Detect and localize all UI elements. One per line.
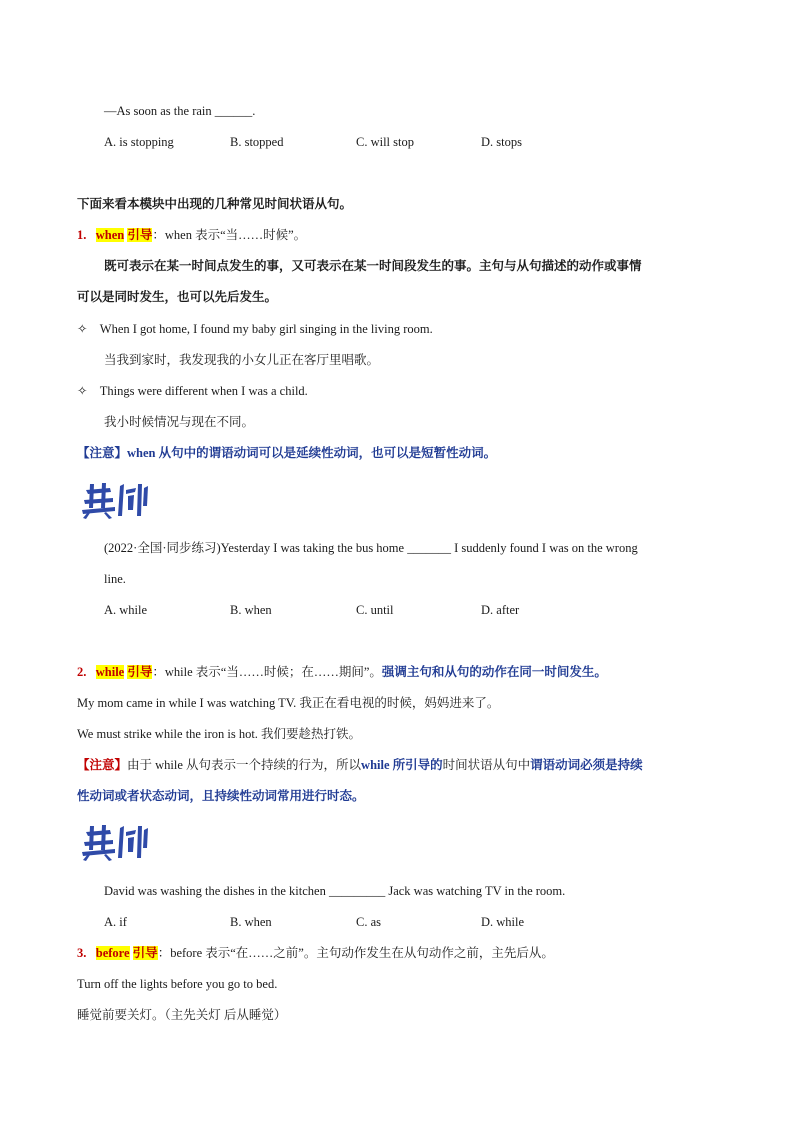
example-sentence <box>77 321 433 337</box>
section-number: 2. <box>77 665 87 679</box>
section-heading-when <box>77 227 306 243</box>
option-b: B. when <box>230 915 272 929</box>
option-a: A. is stopping <box>104 135 174 149</box>
question-prompt: —As soon as the rain ______. <box>104 104 256 118</box>
question-prompt: (2022·全国·同步练习)Yesterday I was taking the bus home _______ I suddenly found I was on the wrong <box>104 541 638 555</box>
note-text: 时间状语从句中 <box>442 758 531 772</box>
colon: ： <box>157 946 171 960</box>
section-number: 3. <box>77 946 87 960</box>
example-sentence: Turn off the lights before you go to bed. <box>77 977 278 991</box>
question-prompt: David was washing the dishes in the kitchen _________ Jack was watching TV in the room. <box>104 884 566 898</box>
note-emphasis: 持续性动词常用进行时态。 <box>214 789 365 803</box>
paragraph-line: 可以是同时发生，也可以先后发生。 <box>77 290 278 304</box>
option-c: C. until <box>356 603 394 617</box>
example-sentence <box>77 383 308 399</box>
section-number: 1. <box>77 228 87 242</box>
note-emphasis: 谓语动词必须是持续 <box>530 758 643 772</box>
option-d: D. while <box>481 915 525 929</box>
example-translation: 睡觉前要关灯。（主先关灯 后从睡觉） <box>77 1008 287 1022</box>
note-while-continued <box>77 788 365 804</box>
example-translation: 当我到家时，我发现我的小女儿正在客厅里唱歌。 <box>104 353 380 367</box>
section-desc: when 表示“当……时候”。 <box>164 228 307 242</box>
note-emphasis: 性动词或者状态动词，且 <box>77 789 215 803</box>
keyword-while: while <box>95 665 125 679</box>
section-heading-before <box>77 945 554 961</box>
bullet-icon: ✧ <box>77 321 88 336</box>
guide-label: 引导 <box>127 665 153 679</box>
section-desc: before 表示“在……之前”。主句动作发生在从句动作之前，主先后从。 <box>170 946 554 960</box>
option-d: D. after <box>481 603 520 617</box>
note-text: 由于 while 从句表示一个持续的行为，所以 <box>127 758 362 772</box>
note-emphasis: while 所引导的 <box>361 758 443 772</box>
note-while <box>77 757 643 773</box>
option-c: C. will stop <box>356 135 414 149</box>
guide-label: 引导 <box>132 946 158 960</box>
bullet-icon: ✧ <box>77 383 88 398</box>
section-heading-while <box>77 664 607 680</box>
example-english: Things were different when I was a child. <box>99 384 308 398</box>
option-b: B. stopped <box>230 135 284 149</box>
example-sentence: My mom came in while I was watching TV. 我正在看电视的时候，妈妈进来了。 <box>77 696 500 710</box>
section-desc: while 表示“当……时候；在……期间”。 <box>164 665 382 679</box>
emphasis-text: 强调主句和从句的动作在同一时间发生。 <box>381 665 607 679</box>
option-d: D. stops <box>481 135 522 149</box>
colon: ： <box>152 665 165 679</box>
option-a: A. while <box>104 603 148 617</box>
keyword-before: before <box>95 946 130 960</box>
guide-label: 引导 <box>127 228 153 242</box>
section-intro: 下面来看本模块中出现的几种常见时间状语从句。 <box>77 197 353 211</box>
note-tag: 【注意】 <box>77 758 128 772</box>
question-prompt-continued: line. <box>104 572 126 586</box>
example-sentence: We must strike while the iron is hot. 我们要趁热打铁。 <box>77 727 362 741</box>
option-b: B. when <box>230 603 272 617</box>
example-logo-icon <box>80 822 154 862</box>
example-english: When I got home, I found my baby girl singing in the living room. <box>99 322 433 336</box>
option-c: C. as <box>356 915 381 929</box>
example-logo-icon <box>80 480 154 520</box>
keyword-when: when <box>95 228 125 242</box>
option-a: A. if <box>104 915 127 929</box>
example-translation: 我小时候情况与现在不同。 <box>104 415 255 429</box>
note-when: 【注意】when 从句中的谓语动词可以是延续性动词，也可以是短暂性动词。 <box>77 446 497 460</box>
colon: ： <box>152 228 165 242</box>
paragraph-line: 既可表示在某一时间点发生的事，又可表示在某一时间段发生的事。主句与从句描述的动作或事情 <box>104 259 642 273</box>
